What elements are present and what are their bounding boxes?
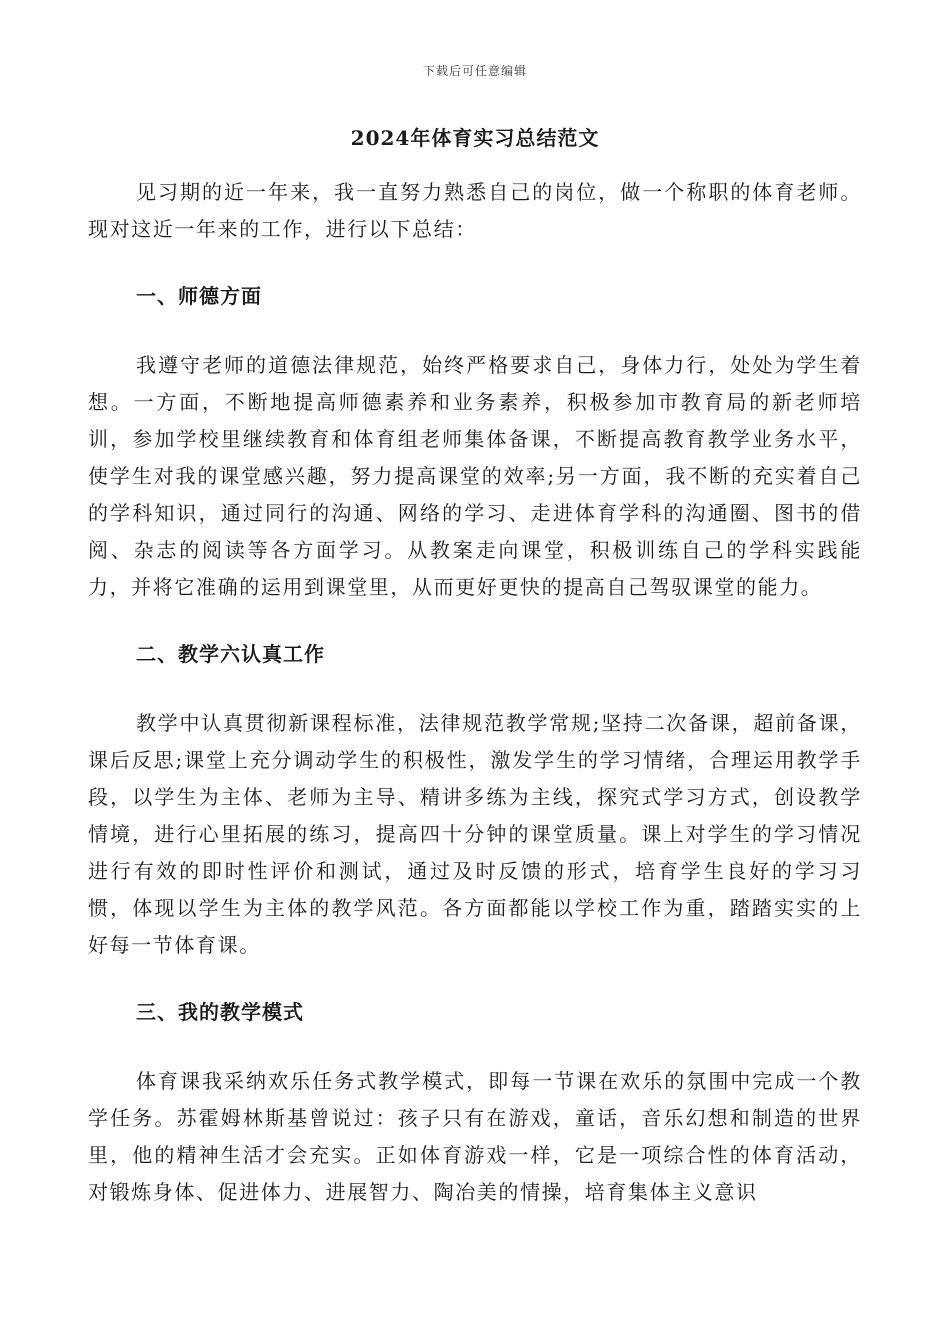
header-note: 下载后可任意编辑 <box>422 64 527 78</box>
section-body-teacher-ethics: 我遵守老师的道德法律规范，始终严格要求自己，身体力行，处处为学生着想。一方面，不断地提高师德素养和业务素养，积极参加市教育局的新老师培训，参加学校里继续教育和体育组老师集体备课，不断提高教育教学业务水平，使学生对我的课堂感兴趣，努力提高课堂的效率;另一方面，我不断的充实着自己的学科知识，通过同行的沟通、网络的学习、走进体育学科的沟通圈、图书的借阅、杂志的阅读等各方面学习。从教案走向课堂，积极训练自己的学科实践能力，并将它准确的运用到课堂里，从而更好更快的提高自己驾驭课堂的能力。 <box>88 353 862 599</box>
section-body-teaching-work: 教学中认真贯彻新课程标准，法律规范教学常规;坚持二次备课，超前备课，课后反思;课堂上充分调动学生的积极性，激发学生的学习情绪，合理运用教学手段，以学生为主体、老师为主导、精讲多练为主线，探究式学习方式，创设教学情境，进行心里拓展的练习，提高四十分钟的课堂质量。课上对学生的学习情况进行有效的即时性评价和测试，通过及时反馈的形式，培育学生良好的学习习惯，体现以学生为主体的教学风范。各方面都能以学校工作为重，踏踏实实的上好每一节体育课。 <box>88 711 862 957</box>
section-body-teaching-mode: 体育课我采纳欢乐任务式教学模式，即每一节课在欢乐的氛围中完成一个教学任务。苏霍姆林斯基曾说过：孩子只有在游戏，童话，音乐幻想和制造的世界里，他的精神生活才会充实。正如体育游戏一样，它是一项综合性的体育活动，对锻炼身体、促进体力、进展智力、陶冶美的情操，培育集体主义意识 <box>88 1069 862 1204</box>
document-body <box>88 174 862 1211</box>
section-heading-teacher-ethics: 一、师德方面 <box>136 284 262 308</box>
section-heading-teaching-mode: 三、我的教学模式 <box>136 1000 304 1024</box>
intro-paragraph: 见习期的近一年来，我一直努力熟悉自己的岗位，做一个称职的体育老师。现对这近一年来的工作，进行以下总结： <box>88 180 862 241</box>
document-title: 2024年体育实习总结范文 <box>350 126 600 150</box>
section-heading-teaching-work: 二、教学六认真工作 <box>136 642 325 666</box>
